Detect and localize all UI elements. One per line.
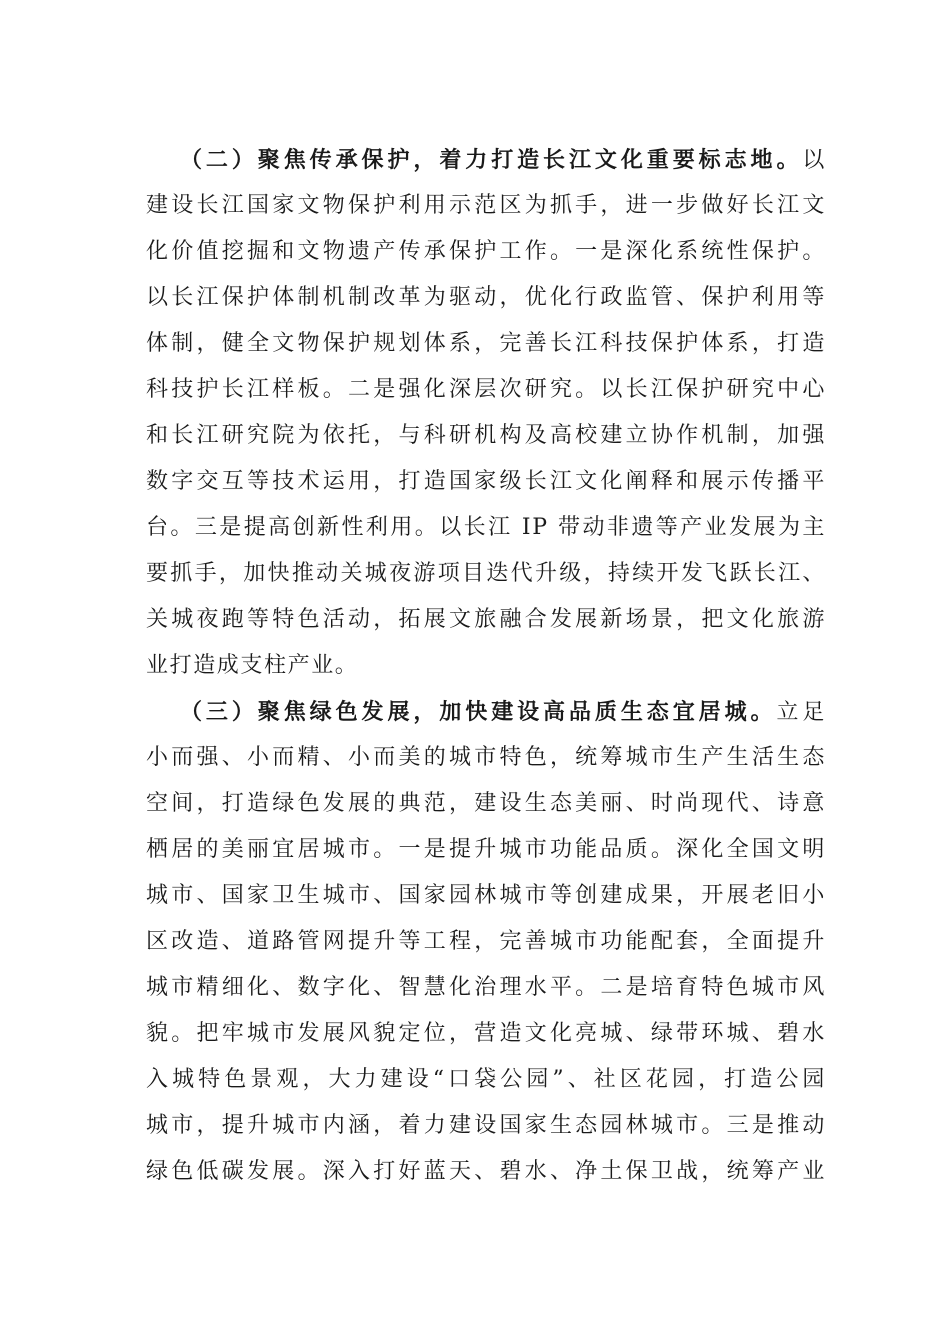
paragraph-line: 和长江研究院为依托，与科研机构及高校建立协作机制，加强	[146, 423, 826, 448]
paragraph-line: 体制，健全文物保护规划体系，完善长江科技保护体系，打造	[146, 331, 826, 356]
section-2-heading-line	[180, 138, 826, 182]
paragraph-line: 业打造成支柱产业。	[146, 653, 359, 678]
paragraph-line: 城市、国家卫生城市、国家园林城市等创建成果，开展老旧小	[146, 883, 826, 908]
paragraph-line: 城市，提升城市内涵，着力建设国家生态园林城市。三是推动	[146, 1113, 826, 1138]
paragraph-line: 绿色低碳发展。深入打好蓝天、碧水、净土保卫战，统筹产业	[146, 1159, 826, 1184]
paragraph-line: 数字交互等技术运用，打造国家级长江文化阐释和展示传播平	[146, 469, 826, 494]
section-2-heading: （二）聚焦传承保护，着力打造长江文化重要标志地。	[180, 147, 803, 173]
paragraph-line: 建设长江国家文物保护利用示范区为抓手，进一步做好长江文	[146, 193, 826, 218]
paragraph-line: 科技护长江样板。二是强化深层次研究。以长江保护研究中心	[146, 377, 826, 402]
section-3-heading: （三）聚焦绿色发展，加快建设高品质生态宜居城。	[180, 699, 777, 725]
paragraph-line: 要抓手，加快推动关城夜游项目迭代升级，持续开发飞跃长江、	[146, 561, 826, 586]
paragraph-line: 台。三是提高创新性利用。以长江 IP 带动非遗等产业发展为主	[146, 515, 826, 540]
section-3-heading-line	[180, 690, 826, 734]
section-2-heading-tail: 以	[802, 148, 826, 173]
paragraph-line: 空间，打造绿色发展的典范，建设生态美丽、时尚现代、诗意	[146, 791, 826, 816]
paragraph-line: 区改造、道路管网提升等工程，完善城市功能配套，全面提升	[146, 929, 826, 954]
paragraph-line: 化价值挖掘和文物遗产传承保护工作。一是深化系统性保护。	[146, 239, 826, 264]
paragraph-line: 栖居的美丽宜居城市。一是提升城市功能品质。深化全国文明	[146, 837, 826, 862]
section-3-heading-tail: 立足	[776, 700, 826, 725]
paragraph-line: 城市精细化、数字化、智慧化治理水平。二是培育特色城市风	[146, 975, 826, 1000]
paragraph-line: 小而强、小而精、小而美的城市特色，统筹城市生产生活生态	[146, 745, 826, 770]
paragraph-line: 貌。把牢城市发展风貌定位，营造文化亮城、绿带环城、碧水	[146, 1021, 826, 1046]
paragraph-line: 以长江保护体制机制改革为驱动，优化行政监管、保护利用等	[146, 285, 826, 310]
paragraph-line: 入城特色景观，大力建设“口袋公园”、社区花园，打造公园	[146, 1067, 826, 1092]
paragraph-line: 关城夜跑等特色活动，拓展文旅融合发展新场景，把文化旅游	[146, 607, 826, 632]
